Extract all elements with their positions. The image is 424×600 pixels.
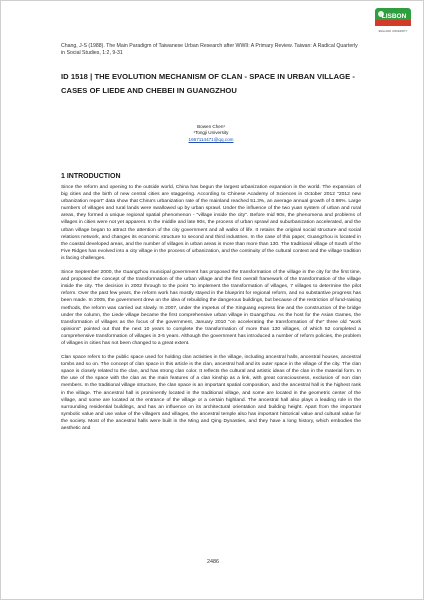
logo-graphic [373, 5, 413, 35]
body-text [61, 184, 361, 439]
page-number: 2486 [207, 559, 219, 565]
reference-entry: Chang, J-S (1988). The Main Paradigm of Taiwanese Urban Research after WWII: A Primary Review. Taiwan: A Radical Quarterly in Social Studies, 1:2, 9-31 [61, 43, 358, 56]
author-email-link[interactable]: 1667114471@qq.com [188, 136, 234, 142]
author-block [61, 124, 361, 143]
logo-wordmark: LISBON [381, 13, 407, 20]
logo-subtext: ENGLAND UNIVERSITY [378, 30, 408, 33]
paragraph-3: Clan space refers to the public space used for holding clan activities in the village, including ancestral halls, ancestral houses, ancestral tombs and so on. The concept of clan space in this article is the clan, ancestral hall and its outer space in the village of the city. The clan space is closely related to the clan, and has strong clan color. It reflects the cultural and artistic ideas of the clan in the material form. In the use of the space with the clan as the main features of a clan kinship as a link, with great consciousness, exclusion of non clan members. In the traditional village structure, the clan space is an important spatial composition, and the ancestral hall is the highest rank in the village. The ancestral hall is prominently located in the traditional village, and some are located in the geometric center of the village, and some are located at the entrance of the village or a certain highland. The ancestral hall also plays a leading role in the surrounding residential buildings, and has an influence on its architectural orientation and building height. Apart from the important symbolic value and use value of the villagers and villages, the ancestral temple also has important historical value and cultural value for the society. Most of the ancestral halls were built in the Ming and Qing Dynasties, and they have a long history, which embodies the aesthetic and [61, 355, 361, 431]
paragraph-2: Since September 2000, the Guangzhou municipal government has proposed the transformation of the village in the city for the first time, and proposed the concept of the transformation of the urban village and the first overall framework of the transformation of the village inside the city. The decision in 2002 through to the point "to implement the transformation of villages, 7 villages to determine the pilot reform. Over the past few years, the reform work has mostly stayed in the blueprint for regional reform, and no substantive progress has been made. In 2005, the government drew on the idea of rebuilding the dangerous buildings, but because of the restriction of fund-raising methods, the reform was carried out slowly. In 2007, under the impetus of the Xinguang express line and the construction of the bridge under the column, the Liede village became the first comprehensive urban village in Guangzhou. As the host for the Asian Games, the transformation of villages as the focus of the government, January 2010 "on accelerating the transformation of the" three old "work opinions" pointed out that the next 10 years to complete the transformation of more than 130 villages, of which 52 completed a comprehensive transformation of villages in 3-5 years. Although the government has introduced a number of reform policies, the problem of villages in cities has not been changed to a great extent. [61, 270, 361, 346]
paper-title: ID 1518 | THE EVOLUTION MECHANISM OF CLAN - SPACE IN URBAN VILLAGE - CASES OF LIEDE AND CHEBEI IN GUANGZHOU [61, 72, 355, 95]
author-affiliation: ¹Tongji University [193, 130, 229, 136]
paragraph-1: Since the reform and opening to the outside world, China has begun the largest urbanization expansion in the world. The expansion of big cities and the birth of new central cities are staggering. According to Chinese Academy of Sciences in October 2012 "2012 new urbanization report" data show that China's urbanization rate of the mainland reached 51.3%, an average annual growth of 0.98%. Large numbers of villages and rural lands were swallowed up by urban sprawl. Under the influence of the two yuan system of urban and rural areas, they formed a unique regional spatial phenomenon - "village inside the city". Before mid 90s, the phenomena and problems of villages in cities were not yet apparent. In the middle and late 90s, the process of urban sprawl and suburbanization accelerated, and the urban village began to attract the attention of the city government and all walks of life. It retains the original social structure and social relations network, and changes its economic structure to second and third industries. In the case of this paper, Guangzhou is located in the coastal developed areas, and the number of villages in urban areas is more than more than 130. The traditional village of South of the Five Ridges has evolved into a city village in the process of urbanization, and the continuity of the cultural context and the village tradition is facing challenges. [61, 185, 361, 261]
lisbon-logo [373, 5, 413, 35]
section-heading: 1 INTRODUCTION [61, 173, 121, 180]
author-name: Bowen Chen¹ [197, 124, 225, 129]
